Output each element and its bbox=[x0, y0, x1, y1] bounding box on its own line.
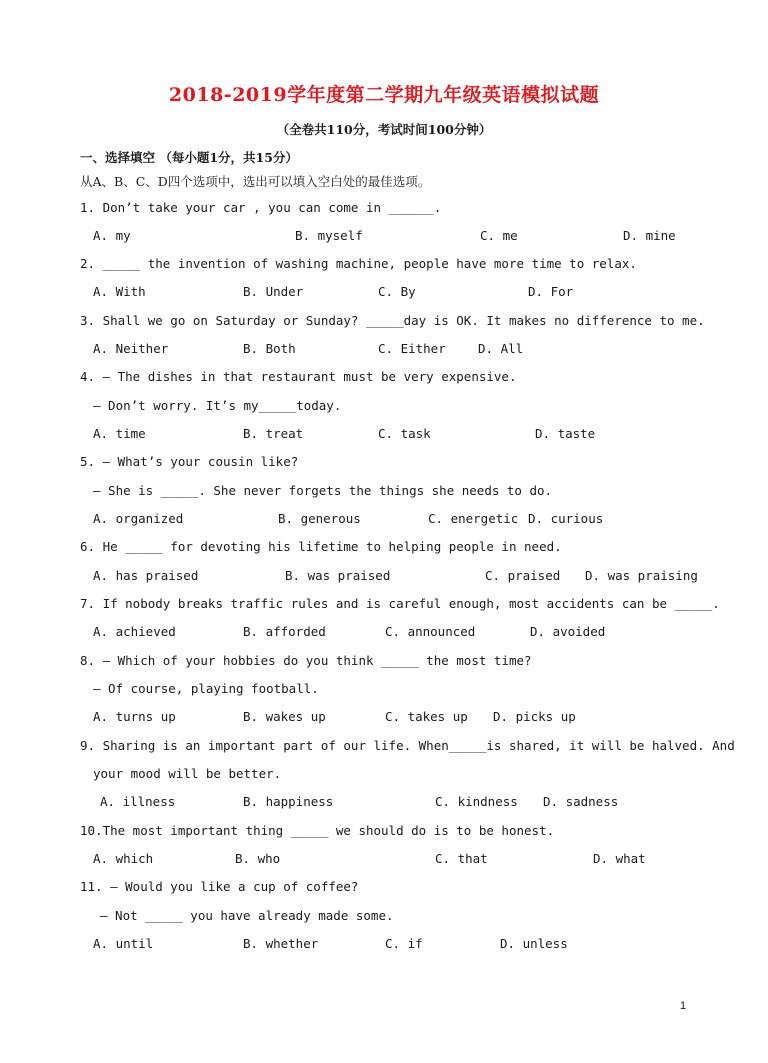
option-c[interactable]: C. takes up bbox=[385, 709, 468, 724]
question-stem: 4. — The dishes in that restaurant must be very expensive. bbox=[80, 369, 517, 384]
option-b[interactable]: B. Under bbox=[243, 284, 304, 299]
option-a[interactable]: A. time bbox=[93, 426, 146, 441]
option-c[interactable]: C. energetic bbox=[428, 511, 519, 526]
option-a[interactable]: A. which bbox=[93, 851, 154, 866]
option-a[interactable]: A. has praised bbox=[93, 568, 199, 583]
option-c[interactable]: C. me bbox=[480, 228, 518, 243]
question-stem: 9. Sharing is an important part of our life. When_____is shared, it will be halved. And bbox=[80, 738, 735, 753]
page-subtitle: （全卷共110分，考试时间100分钟） bbox=[276, 122, 492, 137]
option-d[interactable]: D. For bbox=[528, 284, 574, 299]
question-line: your mood will be better. bbox=[93, 766, 282, 781]
option-d[interactable]: D. taste bbox=[535, 426, 596, 441]
option-c[interactable]: C. Either bbox=[378, 341, 446, 356]
question-stem: 3. Shall we go on Saturday or Sunday? _____day is OK. It makes no difference to me. bbox=[80, 313, 705, 328]
option-a[interactable]: A. Neither bbox=[93, 341, 169, 356]
question-stem: 1. Don’t take your car , you can come in ______. bbox=[80, 200, 442, 215]
option-b[interactable]: B. whether bbox=[243, 936, 319, 951]
instruction-text: 从A、B、C、D四个选项中，选出可以填入空白处的最佳选项。 bbox=[80, 174, 431, 189]
question-stem: 11. — Would you like a cup of coffee? bbox=[80, 879, 359, 894]
option-d[interactable]: D. mine bbox=[623, 228, 676, 243]
option-b[interactable]: B. Both bbox=[243, 341, 296, 356]
option-d[interactable]: D. picks up bbox=[493, 709, 576, 724]
option-a[interactable]: A. With bbox=[93, 284, 146, 299]
option-c[interactable]: C. task bbox=[378, 426, 431, 441]
question-stem: 10.The most important thing _____ we should do is to be honest. bbox=[80, 823, 555, 838]
page-title: 2018-2019学年度第二学期九年级英语模拟试题 bbox=[168, 84, 600, 106]
question-line: — She is _____. She never forgets the things she needs to do. bbox=[93, 483, 553, 498]
option-a[interactable]: A. my bbox=[93, 228, 131, 243]
option-b[interactable]: B. treat bbox=[243, 426, 304, 441]
option-b[interactable]: B. generous bbox=[278, 511, 361, 526]
option-b[interactable]: B. myself bbox=[295, 228, 363, 243]
option-d[interactable]: D. avoided bbox=[530, 624, 606, 639]
section-heading: 一、选择填空 （每小题1分，共15分） bbox=[80, 150, 298, 165]
page-number: 1 bbox=[680, 1000, 687, 1012]
option-c[interactable]: C. that bbox=[435, 851, 488, 866]
option-d[interactable]: D. unless bbox=[500, 936, 568, 951]
option-b[interactable]: B. afforded bbox=[243, 624, 326, 639]
question-line: — Not _____ you have already made some. bbox=[100, 908, 394, 923]
option-b[interactable]: B. who bbox=[235, 851, 281, 866]
question-stem: 6. He _____ for devoting his lifetime to helping people in need. bbox=[80, 539, 562, 554]
option-c[interactable]: C. announced bbox=[385, 624, 476, 639]
option-c[interactable]: C. By bbox=[378, 284, 416, 299]
option-d[interactable]: D. what bbox=[593, 851, 646, 866]
option-a[interactable]: A. illness bbox=[100, 794, 176, 809]
option-c[interactable]: C. kindness bbox=[435, 794, 518, 809]
option-a[interactable]: A. turns up bbox=[93, 709, 176, 724]
question-stem: 5. — What’s your cousin like? bbox=[80, 454, 299, 469]
question-stem: 7. If nobody breaks traffic rules and is careful enough, most accidents can be _____. bbox=[80, 596, 720, 611]
question-line: — Don’t worry. It’s my_____today. bbox=[93, 398, 342, 413]
question-stem: 8. — Which of your hobbies do you think _____ the most time? bbox=[80, 653, 532, 668]
option-d[interactable]: D. curious bbox=[528, 511, 604, 526]
question-stem: 2. _____ the invention of washing machine, people have more time to relax. bbox=[80, 256, 637, 271]
option-d[interactable]: D. sadness bbox=[543, 794, 619, 809]
option-b[interactable]: B. was praised bbox=[285, 568, 391, 583]
option-a[interactable]: A. achieved bbox=[93, 624, 176, 639]
option-a[interactable]: A. until bbox=[93, 936, 154, 951]
option-d[interactable]: D. was praising bbox=[585, 568, 698, 583]
option-a[interactable]: A. organized bbox=[93, 511, 184, 526]
question-line: — Of course, playing football. bbox=[93, 681, 319, 696]
option-c[interactable]: C. praised bbox=[485, 568, 561, 583]
option-b[interactable]: B. wakes up bbox=[243, 709, 326, 724]
option-c[interactable]: C. if bbox=[385, 936, 423, 951]
option-d[interactable]: D. All bbox=[478, 341, 524, 356]
option-b[interactable]: B. happiness bbox=[243, 794, 334, 809]
